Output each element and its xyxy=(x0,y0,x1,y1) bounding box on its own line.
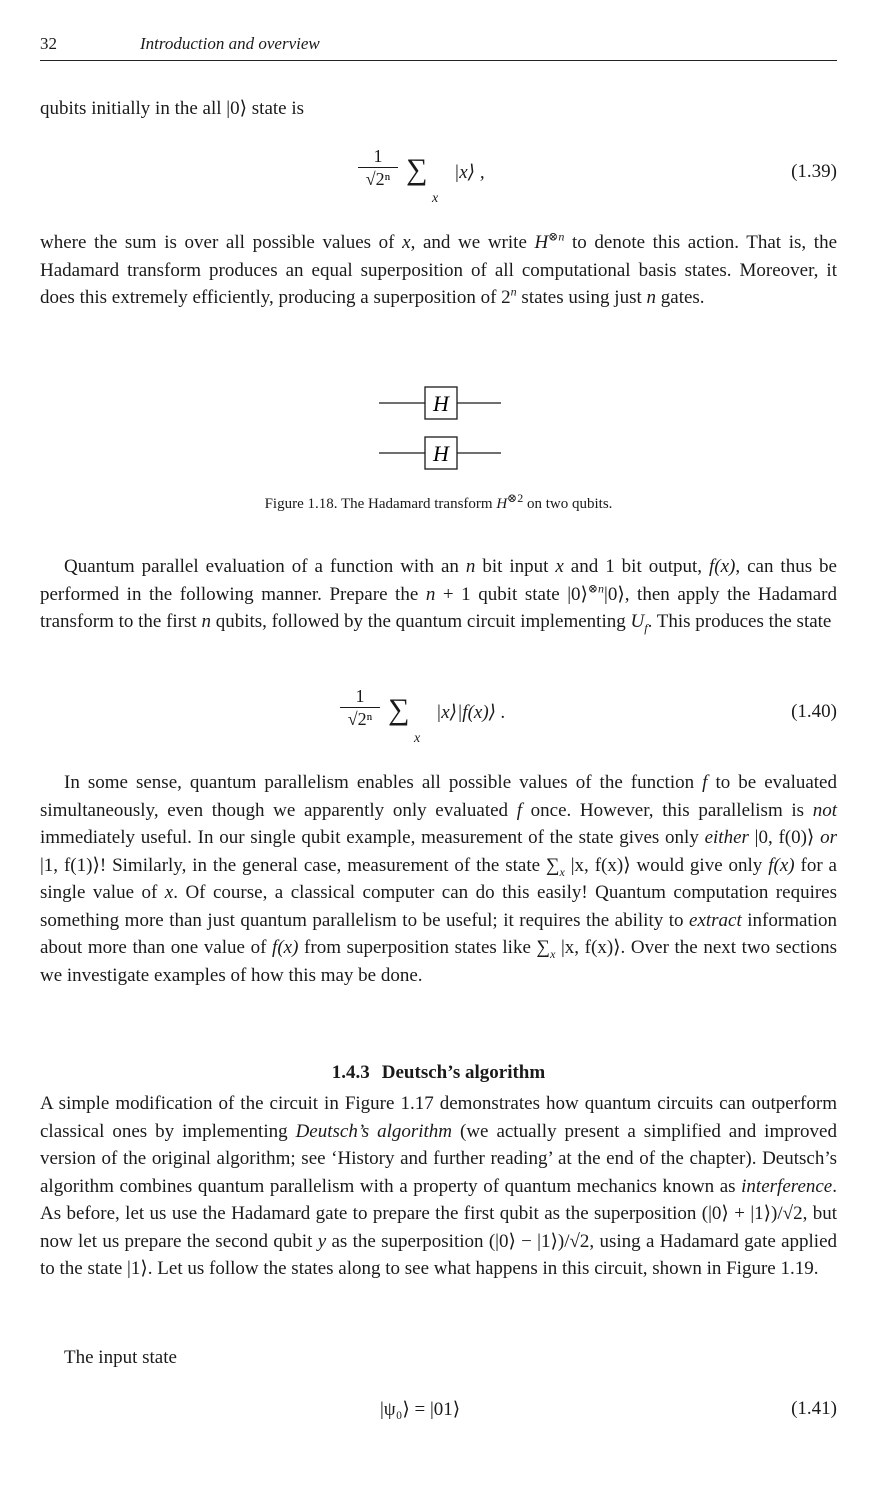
math-var: x xyxy=(555,556,564,577)
math-expr: f(x) xyxy=(768,854,795,876)
fraction xyxy=(358,145,398,190)
gate-label-2: H xyxy=(433,441,449,466)
text-run: and 1 bit output, xyxy=(563,556,709,577)
equation-number: (1.39) xyxy=(791,161,837,182)
paragraph-parallel-evaluation xyxy=(40,553,837,636)
superscript: n xyxy=(510,284,517,299)
superscript: ⊗2 xyxy=(507,491,524,505)
section-heading xyxy=(40,1062,837,1084)
text-run: qubits, followed by the quantum circuit implementing xyxy=(210,611,631,632)
text-run: The input state xyxy=(64,1347,177,1368)
math-var: f xyxy=(516,799,522,821)
text-run: from superposition states like ∑ xyxy=(298,937,551,958)
text-run: That is, the Hadamard transform produces an equal superposition of all computational basis states. Moreover, it does this extremely efficiently, producing a superposition of 2 xyxy=(40,232,837,308)
emphasis: Deutsch’s algorithm xyxy=(295,1120,453,1142)
math-var: n xyxy=(465,556,476,577)
subscript: x xyxy=(550,946,556,961)
page-number: 32 xyxy=(40,34,57,53)
running-title: Introduction and overview xyxy=(140,34,320,53)
paragraph-deutsch-intro xyxy=(40,1090,837,1283)
math-var: H xyxy=(534,232,549,253)
paragraph-quantum-parallelism xyxy=(40,769,837,989)
fraction-numerator: 1 xyxy=(358,145,398,168)
math-var: x xyxy=(402,232,411,253)
text-run: . As before, let us use the Hadamard gate to prepare the first qubit as the superposition (|0⟩ + |1⟩)/√2, but now let us prepare the second qubit xyxy=(40,1175,837,1252)
text-run: state is xyxy=(247,98,305,119)
equation-term: |x⟩|f(x)⟩ . xyxy=(436,702,506,723)
text-run: , and we write xyxy=(410,232,535,253)
text-run: |0⟩, then apply the Hadamard transform to the first xyxy=(40,583,838,632)
summation-index: x xyxy=(414,731,421,746)
summation-symbol: ∑ xyxy=(388,693,410,726)
paragraph-intro xyxy=(40,95,837,123)
math-var: y xyxy=(317,1230,327,1252)
paragraph-input-state xyxy=(40,1344,837,1372)
math-var: n xyxy=(425,583,436,605)
equation-term: |x⟩ , xyxy=(454,162,485,183)
paragraph-hadamard-transform xyxy=(40,229,837,312)
math-var: x xyxy=(164,882,174,903)
text-run: |x, f(x)⟩ would give only xyxy=(564,854,769,876)
text-run: + 1 qubit state |0⟩ xyxy=(435,583,588,605)
emphasis: extract xyxy=(689,909,742,931)
text-run: states using just xyxy=(516,287,647,308)
text-run: where the sum is over all possible values of xyxy=(40,232,403,253)
figure-caption xyxy=(40,491,837,513)
text-run: to be evaluated simultaneously, even though we apparently only evaluated xyxy=(40,772,837,821)
hadamard-circuit-figure xyxy=(375,378,505,478)
ket-zero: |0⟩ xyxy=(226,98,248,119)
section-number: 1.4.3 xyxy=(331,1062,370,1083)
math-expr: f(x) xyxy=(272,937,299,958)
running-header xyxy=(40,34,837,61)
text-run: . This produces the state xyxy=(647,611,832,632)
text-run: |1, f(1)⟩! Similarly, in the general case, measurement of the state ∑ xyxy=(40,854,560,876)
text-run: to denote this action. xyxy=(564,232,739,253)
emphasis: interference xyxy=(741,1175,833,1197)
text-run: as the superposition (|0⟩ − |1⟩)/√2, using a Hadamard gate applied to the state |1⟩. Let us follow the states along to see what happens in this circuit, shown in Figure 1.19. xyxy=(40,1230,838,1279)
math-expr: f(x) xyxy=(708,556,736,577)
equation-1-40 xyxy=(40,685,837,755)
text-run: immediately useful. In our single qubit example, measurement of the state gives only xyxy=(40,827,705,848)
subscript: x xyxy=(559,864,565,879)
text-run: once. However, this parallelism is xyxy=(522,799,813,821)
text-run: . Of course, a classical computer can do this easily! Quantum computation requires something more than just quantum parallelism to be useful; it requires the ability to xyxy=(40,882,837,931)
subscript: f xyxy=(644,620,648,635)
fraction-numerator: 1 xyxy=(340,685,380,708)
fraction-denominator: √2ⁿ xyxy=(365,169,391,189)
superscript: ⊗n xyxy=(548,229,565,244)
math-var: f xyxy=(702,772,708,793)
text-run: In some sense, quantum parallelism enables all possible values of the function xyxy=(64,772,703,793)
equation-1-41 xyxy=(40,1398,837,1430)
text-run: , can thus be performed in the following manner. Prepare the xyxy=(40,556,837,605)
text-run: on two qubits. xyxy=(523,496,613,512)
text-run: (we actually present a simplified and improved version of the original algorithm; see ‘History and further reading’ at the end of the chapter). Deutsch’s algorithm combines quantum parallelism with a property of quantum mechanics known as xyxy=(40,1120,837,1197)
math-var: U xyxy=(630,611,645,632)
emphasis: either xyxy=(704,827,749,848)
text-run: for a single value of xyxy=(40,854,837,903)
text-run: Figure 1.18. The Hadamard transform xyxy=(264,496,497,512)
math-var: n xyxy=(646,287,657,308)
text-run: |0, f(0)⟩ xyxy=(748,827,821,848)
text-run: Quantum parallel evaluation of a function with an xyxy=(64,556,466,577)
equation-number: (1.41) xyxy=(791,1398,837,1419)
text-run: |x, f(x)⟩. Over the next two sections we investigate examples of how this may be done. xyxy=(40,937,837,986)
equation-number: (1.40) xyxy=(791,701,837,722)
text-run: information about more than one value of xyxy=(40,909,837,958)
emphasis: or xyxy=(820,827,837,848)
text-run: gates. xyxy=(656,287,705,308)
superscript: ⊗n xyxy=(587,581,605,596)
fraction xyxy=(340,685,380,730)
summation-symbol: ∑ xyxy=(406,153,428,186)
math-var: H xyxy=(496,496,508,512)
fraction-denominator: √2ⁿ xyxy=(347,709,373,729)
text-run: bit input xyxy=(475,556,556,577)
text-run: A simple modification of the circuit in Figure 1.17 demonstrates how quantum circuits can outperform classical ones by implementing xyxy=(40,1093,837,1142)
emphasis: not xyxy=(812,799,837,821)
equation-term: |ψ₀⟩ = |01⟩ xyxy=(380,1399,461,1420)
gate-label-1: H xyxy=(433,391,449,416)
equation-1-39 xyxy=(40,145,837,215)
section-title: Deutsch’s algorithm xyxy=(381,1062,546,1083)
math-var: n xyxy=(201,611,211,632)
summation-index: x xyxy=(432,191,439,206)
text-run: qubits initially in the all xyxy=(40,98,227,119)
